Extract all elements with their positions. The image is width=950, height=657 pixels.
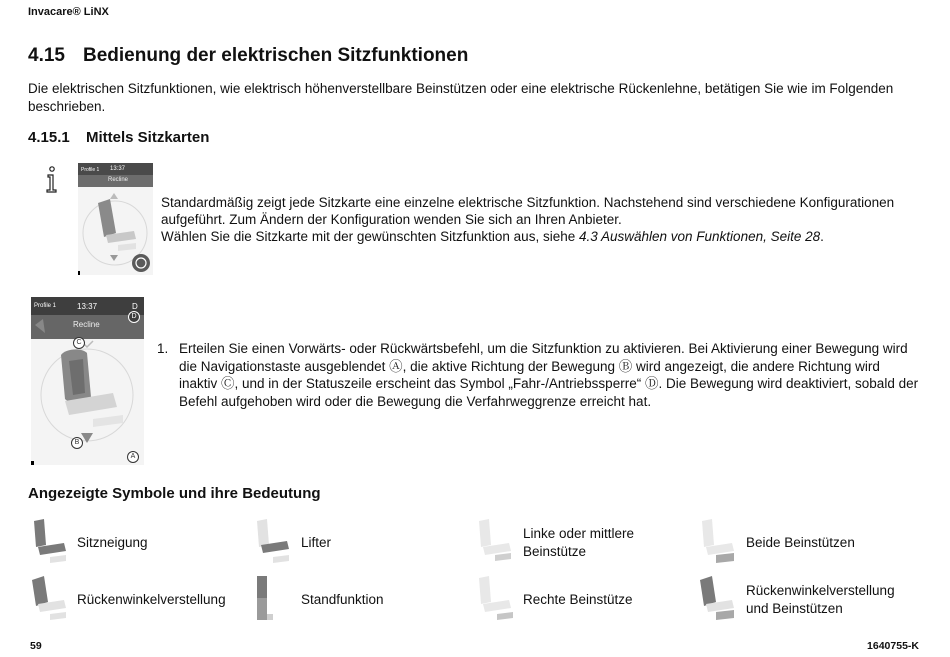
info-icon — [42, 166, 62, 194]
card-small-mode: Recline — [108, 177, 129, 183]
section-number: 4.15 — [28, 45, 65, 66]
symbol-label-recline: Rückenwinkelverstellung — [77, 592, 226, 607]
note-line1: Standardmäßig zeigt jede Sitzkarte eine einzelne elektrische Sitzfunktion. Nachstehend sind verschiedene Konfigurationen aufgeführt. Zum Ändern der Konfiguration wenden Sie sich an Ihren Anbieter. — [161, 195, 895, 227]
page-number: 59 — [30, 640, 42, 652]
section-title: Bedienung der elektrischen Sitzfunktionen — [83, 45, 469, 66]
step-number: 1. — [157, 341, 169, 356]
symbol-label-right-legrest: Rechte Beinstütze — [523, 592, 633, 607]
section-heading — [28, 45, 468, 67]
symbol-label-recline-legrests: Rückenwinkelverstellung und Beinstützen — [746, 583, 895, 616]
card-large-profile: Profile 1 — [34, 303, 57, 309]
step-text: Erteilen Sie einen Vorwärts- oder Rückwärtsbefehl, um die Sitzfunktion zu aktivieren. Bei Aktivierung einer Bewegung wird die Navigationstaste ausgeblendet Ⓐ, die aktive Richtung der Bewegung Ⓑ wird angezeigt, die andere Richtung wird inaktiv Ⓒ, und in der Statuszeile erscheint das Symbol „Fahr-/Antriebssperre“ Ⓓ. Die Bewegung wird deaktiviert, sobald der Befehl aufgehoben wird oder die Bewegung die Verfahrweggrenze erreicht hat. — [179, 341, 919, 409]
seat-tilt-icon — [30, 517, 70, 565]
symbol-label-lifter: Lifter — [301, 535, 332, 550]
note-paragraph — [161, 194, 921, 245]
card-small-profile: Profile 1 — [81, 167, 100, 173]
card-large-mode: Recline — [73, 320, 100, 329]
seating-card-small — [78, 163, 153, 275]
marker-a: A — [127, 451, 139, 463]
recline-legrests-icon — [698, 574, 738, 622]
symbols-heading: Angezeigte Symbole und ihre Bedeutung — [28, 485, 321, 502]
subsection-title: Mittels Sitzkarten — [86, 129, 210, 146]
right-legrest-icon — [475, 574, 515, 622]
card-small-time: 13:37 — [110, 166, 126, 172]
note-cross-reference: 4.3 Auswählen von Funktionen, Seite 28 — [578, 229, 821, 244]
symbol-label-seat-tilt: Sitzneigung — [77, 535, 148, 550]
recline-icon — [30, 574, 70, 622]
left-legrest-icon — [475, 517, 515, 565]
subsection-heading — [28, 129, 209, 146]
stand-icon — [253, 574, 293, 622]
note-line2-prefix: Wählen Sie die Sitzkarte mit der gewünschten Sitzfunktion aus, siehe — [161, 229, 579, 244]
symbol-label-left-legrest: Linke oder mittlere Beinstütze — [523, 526, 635, 559]
both-legrests-icon — [698, 517, 738, 565]
card-large-lock-letter: D — [132, 302, 138, 311]
note-line2-suffix: . — [820, 229, 824, 244]
symbol-label-stand: Standfunktion — [301, 592, 384, 607]
seating-card-large — [31, 297, 144, 465]
document-header: Invacare® LiNX — [28, 6, 109, 18]
document-id: 1640755-K — [867, 640, 919, 652]
lifter-icon — [253, 517, 293, 565]
subsection-number: 4.15.1 — [28, 129, 70, 146]
marker-b: B — [71, 437, 83, 449]
marker-c: C — [73, 337, 85, 349]
section-intro: Die elektrischen Sitzfunktionen, wie elektrisch höhenverstellbare Beinstützen oder eine elektrische Rückenlehne, betätigen Sie wie im Folgenden beschrieben. — [28, 81, 894, 114]
card-large-time: 13:37 — [77, 302, 98, 311]
marker-d: D — [128, 311, 140, 323]
symbol-label-both-legrests: Beide Beinstützen — [746, 535, 855, 550]
